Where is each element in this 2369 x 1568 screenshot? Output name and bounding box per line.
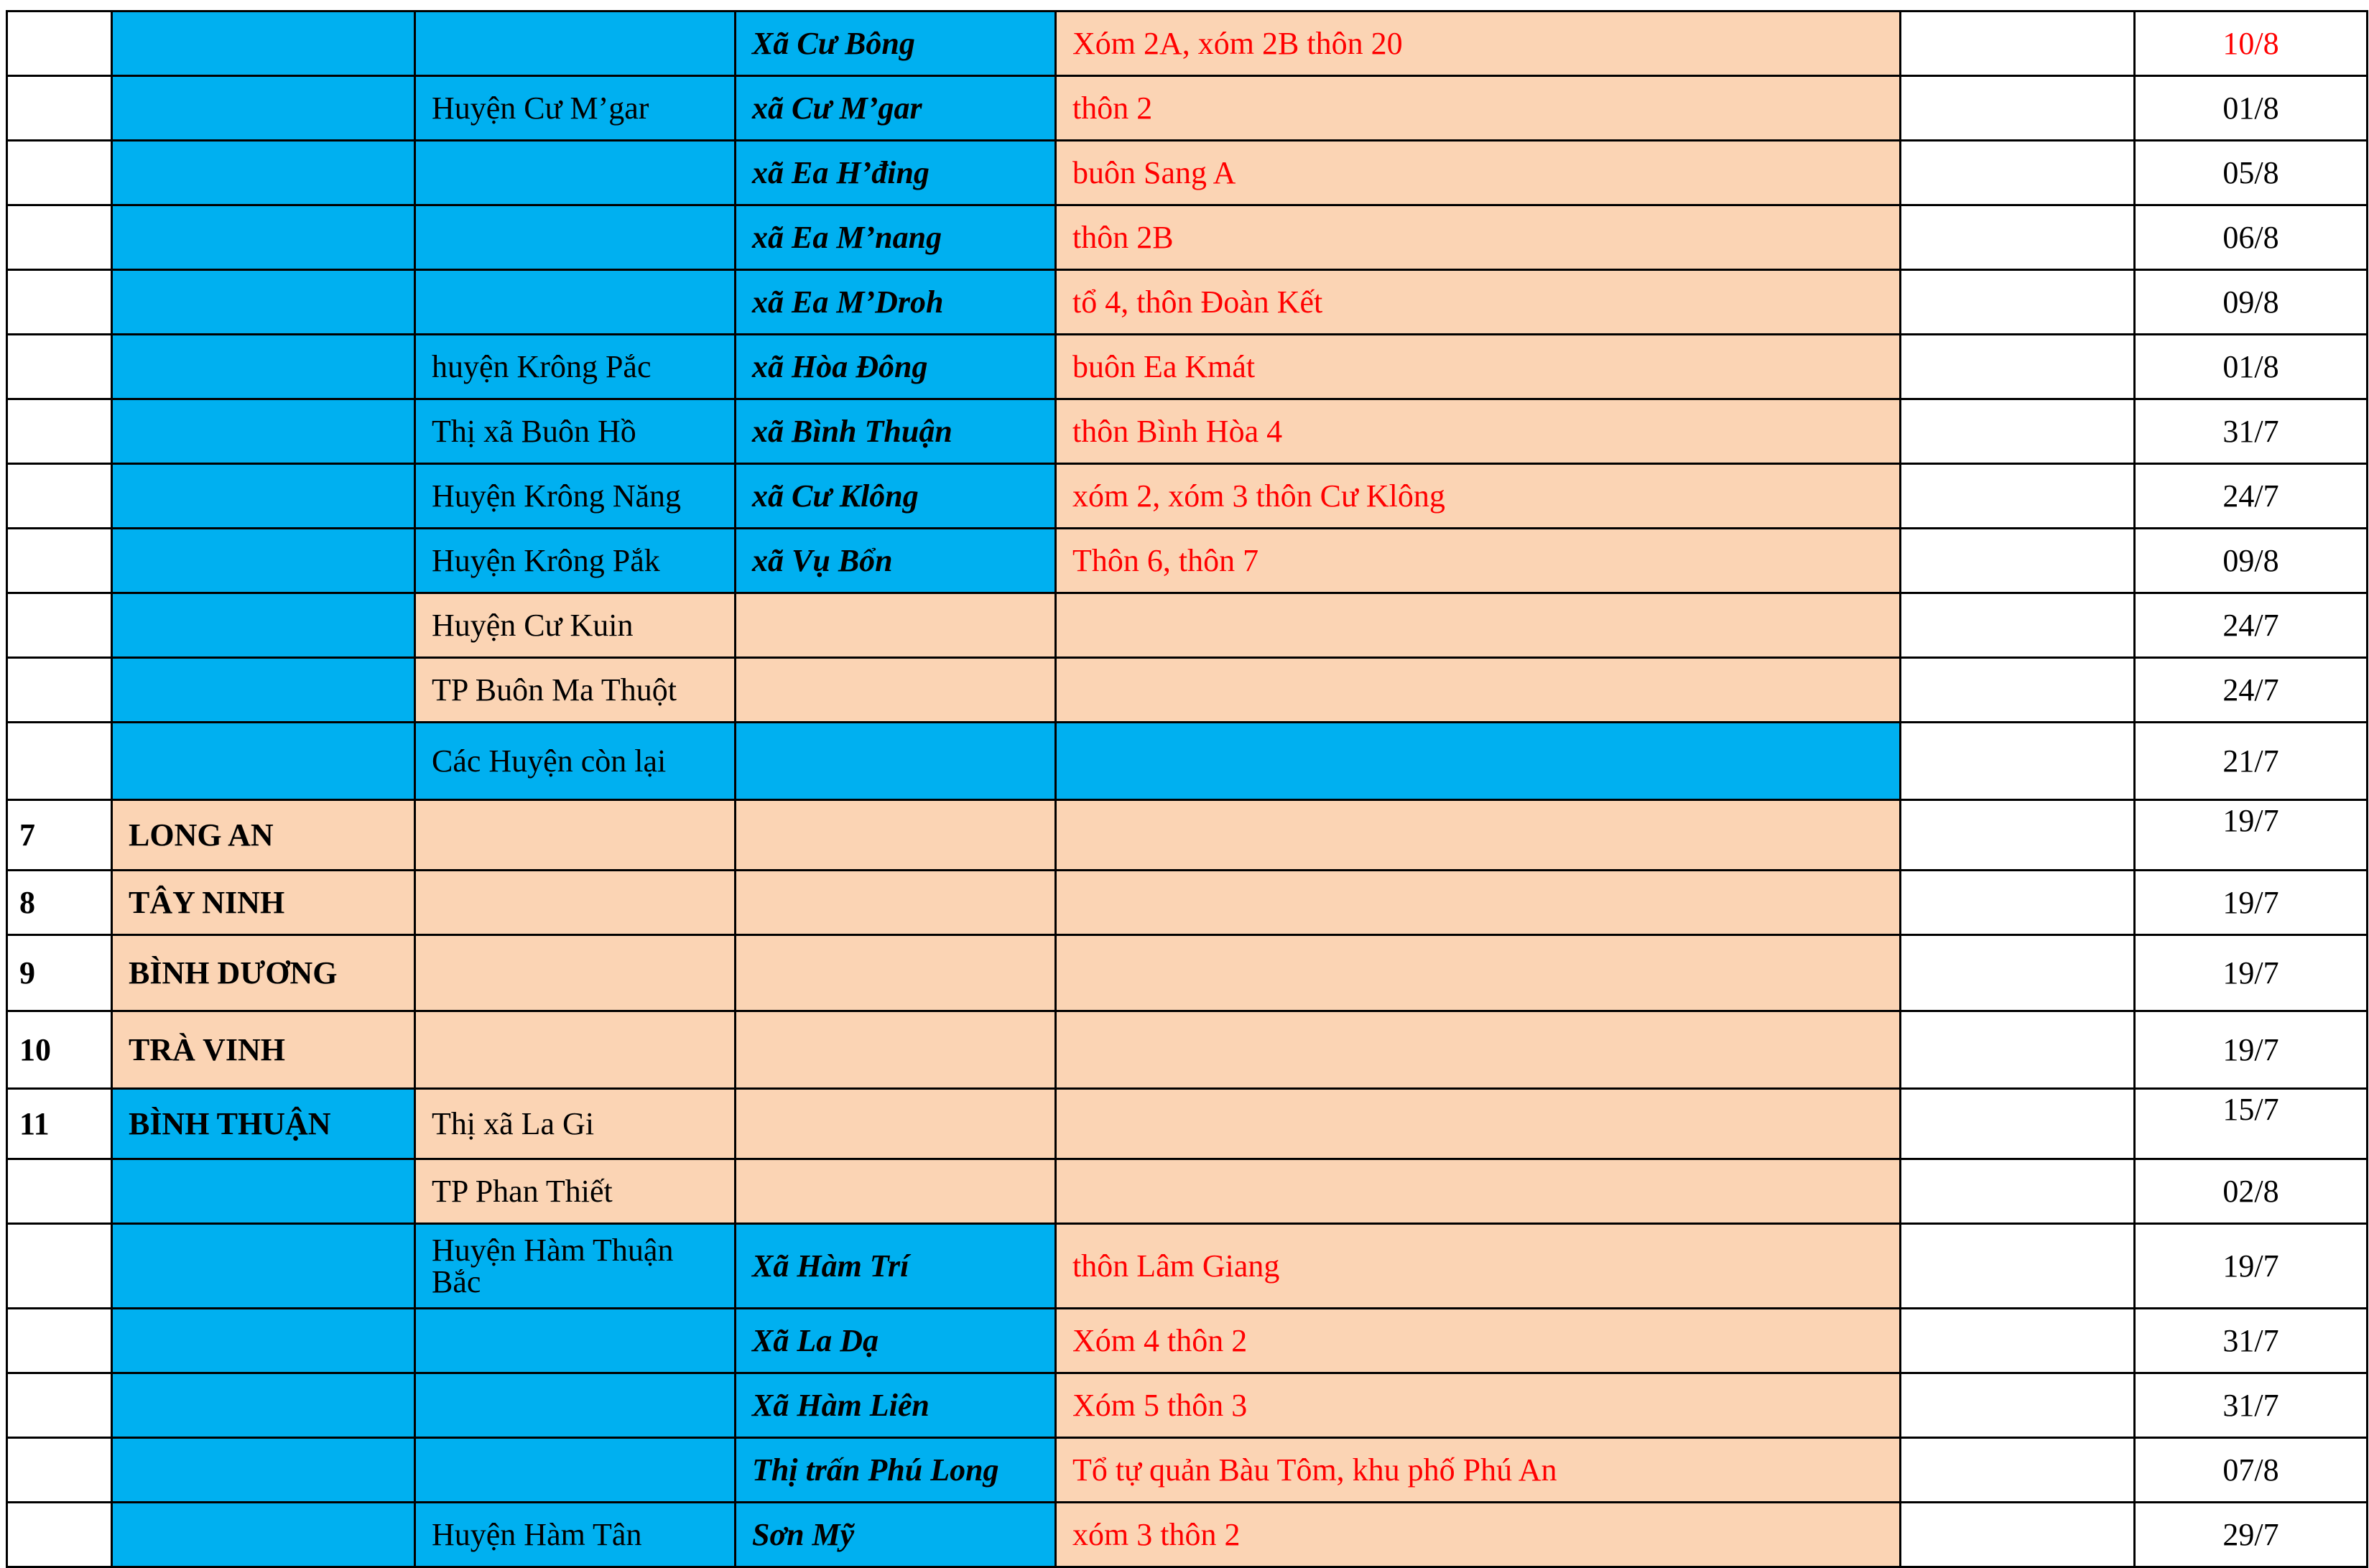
- table-row: [7, 1373, 2368, 1438]
- note-cell: [1901, 1224, 2135, 1309]
- date-cell: 10/8: [2135, 11, 2368, 76]
- stt-cell: [7, 335, 112, 399]
- village-cell: [1056, 935, 1901, 1011]
- village-cell: thôn Lâm Giang: [1056, 1224, 1901, 1309]
- village-cell: Xóm 2A, xóm 2B thôn 20: [1056, 11, 1901, 76]
- note-cell: [1901, 529, 2135, 593]
- note-cell: [1901, 1373, 2135, 1438]
- table-row: [7, 800, 2368, 871]
- spreadsheet-table-container: [6, 10, 2366, 1564]
- note-cell: [1901, 335, 2135, 399]
- village-cell: Xóm 5 thôn 3: [1056, 1373, 1901, 1438]
- village-cell: xóm 2, xóm 3 thôn Cư Klông: [1056, 464, 1901, 529]
- province-cell: [112, 205, 415, 270]
- commune-cell: [736, 935, 1056, 1011]
- district-cell: [415, 270, 736, 335]
- note-cell: [1901, 76, 2135, 141]
- village-cell: [1056, 1089, 1901, 1159]
- stt-cell: [7, 658, 112, 723]
- table-row: [7, 464, 2368, 529]
- note-cell: [1901, 399, 2135, 464]
- district-cell: Huyện Krông Năng: [415, 464, 736, 529]
- table-row: [7, 270, 2368, 335]
- district-cell: [415, 141, 736, 205]
- note-cell: [1901, 1438, 2135, 1503]
- stt-cell: [7, 1373, 112, 1438]
- table-row: [7, 723, 2368, 800]
- district-cell: [415, 1438, 736, 1503]
- date-cell: 07/8: [2135, 1438, 2368, 1503]
- district-cell: Huyện Hàm Tân: [415, 1503, 736, 1567]
- province-cell: TÂY NINH: [112, 871, 415, 935]
- commune-cell: xã Ea M’Droh: [736, 270, 1056, 335]
- province-cell: [112, 1309, 415, 1373]
- commune-cell: [736, 1159, 1056, 1224]
- village-cell: [1056, 871, 1901, 935]
- commune-cell: xã Vụ Bổn: [736, 529, 1056, 593]
- district-cell: [415, 1011, 736, 1089]
- province-cell: BÌNH DƯƠNG: [112, 935, 415, 1011]
- note-cell: [1901, 593, 2135, 658]
- stt-cell: [7, 723, 112, 800]
- commune-cell: [736, 593, 1056, 658]
- stt-cell: [7, 1309, 112, 1373]
- commune-cell: [736, 800, 1056, 871]
- note-cell: [1901, 1159, 2135, 1224]
- stt-cell: [7, 76, 112, 141]
- stt-cell: [7, 270, 112, 335]
- table-row: [7, 871, 2368, 935]
- province-cell: [112, 1373, 415, 1438]
- province-cell: [112, 270, 415, 335]
- date-cell: 01/8: [2135, 76, 2368, 141]
- note-cell: [1901, 658, 2135, 723]
- district-cell: [415, 205, 736, 270]
- table-row: [7, 1224, 2368, 1309]
- note-cell: [1901, 871, 2135, 935]
- date-cell: 15/7: [2135, 1089, 2368, 1159]
- note-cell: [1901, 270, 2135, 335]
- village-cell: [1056, 1011, 1901, 1089]
- note-cell: [1901, 1089, 2135, 1159]
- note-cell: [1901, 1503, 2135, 1567]
- note-cell: [1901, 1011, 2135, 1089]
- table-row: [7, 529, 2368, 593]
- date-cell: 21/7: [2135, 723, 2368, 800]
- district-cell: Huyện Krông Pắk: [415, 529, 736, 593]
- province-cell: TRÀ VINH: [112, 1011, 415, 1089]
- stt-cell: [7, 205, 112, 270]
- commune-cell: xã Cư M’gar: [736, 76, 1056, 141]
- note-cell: [1901, 11, 2135, 76]
- date-cell: 19/7: [2135, 1011, 2368, 1089]
- commune-cell: xã Cư Klông: [736, 464, 1056, 529]
- province-cell: [112, 141, 415, 205]
- commune-cell: Xã La Dạ: [736, 1309, 1056, 1373]
- village-cell: [1056, 593, 1901, 658]
- village-cell: tổ 4, thôn Đoàn Kết: [1056, 270, 1901, 335]
- stt-cell: [7, 464, 112, 529]
- province-cell: [112, 1159, 415, 1224]
- village-cell: [1056, 1159, 1901, 1224]
- date-cell: 01/8: [2135, 335, 2368, 399]
- district-cell: TP Phan Thiết: [415, 1159, 736, 1224]
- province-cell: [112, 464, 415, 529]
- village-cell: thôn 2: [1056, 76, 1901, 141]
- district-cell: Huyện Cư M’gar: [415, 76, 736, 141]
- stt-cell: [7, 1224, 112, 1309]
- table-row: [7, 935, 2368, 1011]
- province-cell: [112, 723, 415, 800]
- commune-cell: Thị trấn Phú Long: [736, 1438, 1056, 1503]
- date-cell: 19/7: [2135, 800, 2368, 871]
- table-row: [7, 205, 2368, 270]
- province-cell: [112, 1438, 415, 1503]
- table-row: [7, 1089, 2368, 1159]
- stt-cell: [7, 529, 112, 593]
- date-cell: 31/7: [2135, 399, 2368, 464]
- district-cell: Thị xã Buôn Hồ: [415, 399, 736, 464]
- district-cell: [415, 1309, 736, 1373]
- table-row: [7, 593, 2368, 658]
- village-cell: thôn Bình Hòa 4: [1056, 399, 1901, 464]
- village-cell: [1056, 800, 1901, 871]
- commune-cell: Xã Cư Bông: [736, 11, 1056, 76]
- commune-cell: Xã Hàm Trí: [736, 1224, 1056, 1309]
- village-cell: buôn Sang A: [1056, 141, 1901, 205]
- date-cell: 29/7: [2135, 1503, 2368, 1567]
- district-cell: Huyện Cư Kuin: [415, 593, 736, 658]
- province-cell: [112, 658, 415, 723]
- province-cell: [112, 529, 415, 593]
- commune-cell: [736, 723, 1056, 800]
- table-row: [7, 1438, 2368, 1503]
- district-cell: Huyện Hàm Thuận Bắc: [415, 1224, 736, 1309]
- commune-cell: xã Bình Thuận: [736, 399, 1056, 464]
- commune-cell: xã Ea M’nang: [736, 205, 1056, 270]
- province-cell: [112, 399, 415, 464]
- village-cell: [1056, 723, 1901, 800]
- village-cell: Tổ tự quản Bàu Tôm, khu phố Phú An: [1056, 1438, 1901, 1503]
- date-cell: 05/8: [2135, 141, 2368, 205]
- lockdown-schedule-table: [6, 10, 2368, 1568]
- commune-cell: [736, 658, 1056, 723]
- village-cell: thôn 2B: [1056, 205, 1901, 270]
- table-row: [7, 1159, 2368, 1224]
- table-row: [7, 11, 2368, 76]
- date-cell: 24/7: [2135, 464, 2368, 529]
- table-row: [7, 658, 2368, 723]
- district-cell: Thị xã La Gi: [415, 1089, 736, 1159]
- village-cell: Thôn 6, thôn 7: [1056, 529, 1901, 593]
- commune-cell: [736, 1089, 1056, 1159]
- stt-cell: [7, 1503, 112, 1567]
- commune-cell: xã Hòa Đông: [736, 335, 1056, 399]
- district-cell: [415, 935, 736, 1011]
- province-cell: [112, 593, 415, 658]
- note-cell: [1901, 1309, 2135, 1373]
- province-cell: [112, 11, 415, 76]
- stt-cell: 9: [7, 935, 112, 1011]
- note-cell: [1901, 723, 2135, 800]
- table-row: [7, 399, 2368, 464]
- commune-cell: Xã Hàm Liên: [736, 1373, 1056, 1438]
- note-cell: [1901, 141, 2135, 205]
- date-cell: 24/7: [2135, 658, 2368, 723]
- date-cell: 31/7: [2135, 1309, 2368, 1373]
- province-cell: [112, 1503, 415, 1567]
- date-cell: 31/7: [2135, 1373, 2368, 1438]
- village-cell: [1056, 658, 1901, 723]
- stt-cell: [7, 399, 112, 464]
- district-cell: [415, 871, 736, 935]
- date-cell: 19/7: [2135, 871, 2368, 935]
- stt-cell: [7, 593, 112, 658]
- stt-cell: 10: [7, 1011, 112, 1089]
- commune-cell: Sơn Mỹ: [736, 1503, 1056, 1567]
- date-cell: 19/7: [2135, 1224, 2368, 1309]
- district-cell: huyện Krông Pắc: [415, 335, 736, 399]
- province-cell: [112, 335, 415, 399]
- commune-cell: [736, 1011, 1056, 1089]
- date-cell: 09/8: [2135, 270, 2368, 335]
- note-cell: [1901, 800, 2135, 871]
- commune-cell: xã Ea H’đing: [736, 141, 1056, 205]
- table-row: [7, 335, 2368, 399]
- date-cell: 09/8: [2135, 529, 2368, 593]
- date-cell: 19/7: [2135, 935, 2368, 1011]
- province-cell: [112, 1224, 415, 1309]
- date-cell: 06/8: [2135, 205, 2368, 270]
- district-cell: [415, 11, 736, 76]
- village-cell: Xóm 4 thôn 2: [1056, 1309, 1901, 1373]
- commune-cell: [736, 871, 1056, 935]
- village-cell: buôn Ea Kmát: [1056, 335, 1901, 399]
- district-cell: Các Huyện còn lại: [415, 723, 736, 800]
- stt-cell: [7, 141, 112, 205]
- date-cell: 02/8: [2135, 1159, 2368, 1224]
- note-cell: [1901, 464, 2135, 529]
- note-cell: [1901, 205, 2135, 270]
- note-cell: [1901, 935, 2135, 1011]
- district-cell: TP Buôn Ma Thuột: [415, 658, 736, 723]
- stt-cell: [7, 1438, 112, 1503]
- table-row: [7, 1309, 2368, 1373]
- district-cell: [415, 1373, 736, 1438]
- date-cell: 24/7: [2135, 593, 2368, 658]
- table-row: [7, 76, 2368, 141]
- table-row: [7, 1011, 2368, 1089]
- table-row: [7, 1503, 2368, 1567]
- village-cell: xóm 3 thôn 2: [1056, 1503, 1901, 1567]
- province-cell: BÌNH THUẬN: [112, 1089, 415, 1159]
- stt-cell: 8: [7, 871, 112, 935]
- province-cell: LONG AN: [112, 800, 415, 871]
- stt-cell: [7, 11, 112, 76]
- stt-cell: 11: [7, 1089, 112, 1159]
- table-row: [7, 141, 2368, 205]
- stt-cell: 7: [7, 800, 112, 871]
- stt-cell: [7, 1159, 112, 1224]
- province-cell: [112, 76, 415, 141]
- district-cell: [415, 800, 736, 871]
